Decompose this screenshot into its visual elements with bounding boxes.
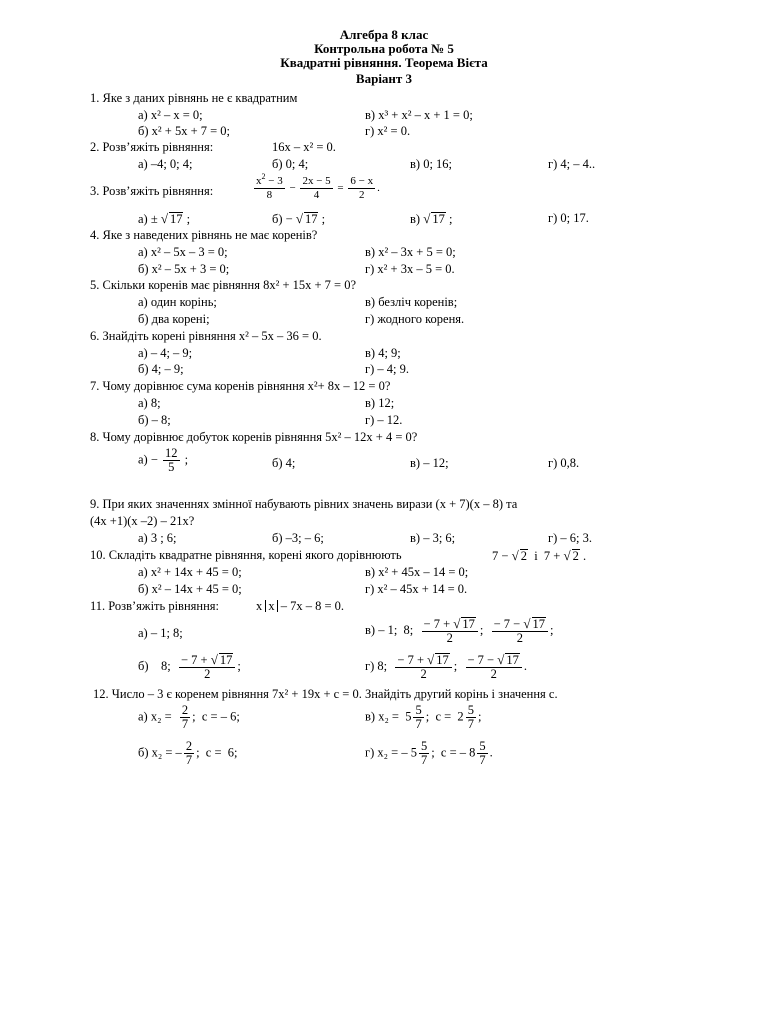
q10-option-g: г) x² – 45x + 14 = 0. [365, 582, 468, 596]
question-3: 3. Розв’яжіть рівняння: [90, 184, 214, 198]
q9-option-g: г) – 6; 3. [548, 531, 593, 545]
question-7: 7. Чому дорівнює сума коренів рівняння x²+ 8x – 12 = 0? [90, 379, 391, 393]
q3-option-b: б) − √ 17 ; [272, 211, 326, 226]
q10-option-a: а) x² + 14x + 45 = 0; [138, 565, 242, 579]
q10-roots: 7 − √ 2 і 7 + √ 2 . [492, 548, 587, 563]
header-subject: Алгебра 8 клас [339, 27, 429, 42]
q9-option-v: в) – 3; 6; [410, 531, 456, 545]
q4-option-b: б) x² – 5x + 3 = 0; [138, 262, 230, 276]
q7-option-a: а) 8; [138, 396, 161, 410]
q3-equation: $\frac{x^2 - 3}{8}$ − $\frac{2x - 5}{4}$ = $\frac{6 - x}{2}$ . [256, 172, 380, 201]
header-test-title: Контрольна робота № 5 [314, 41, 454, 56]
q12-option-a: а) x₂ = $\frac{2}{7}$ ; c = – 6; [138, 703, 240, 731]
q5-option-a: а) один корінь; [138, 295, 217, 309]
q7-option-v: в) 12; [365, 396, 395, 410]
question-1: 1. Яке з даних рівнянь не є квадратним [90, 91, 298, 105]
header-topic: Квадратні рівняння. Теорема Вієта [280, 55, 488, 70]
q7-option-b: б) – 8; [138, 413, 171, 427]
q12-option-g: г) x₂ = – 5 $\frac{5}{7}$ ; c = – 8 $\frac{5}{7}$ . [365, 739, 493, 767]
q9-option-b: б) –3; – 6; [272, 531, 324, 545]
q11-option-v: в) – 1; 8; $\frac{- 7 + √ 17}{2}$ ; $\frac{- 7 - √ 17}{2}$ ; [365, 616, 554, 645]
q9-option-a: а) 3 ; 6; [138, 531, 177, 545]
q8-option-b: б) 4; [272, 456, 296, 470]
question-12: 12. Число – 3 є коренем рівняння 7x² + 19x + c = 0. Знайдіть другий корінь і значення с. [93, 687, 558, 701]
q5-option-g: г) жодного кореня. [365, 312, 465, 326]
question-4: 4. Яке з наведених рівнянь не має коренів? [90, 228, 318, 242]
question-8: 8. Чому дорівнює добуток коренів рівняння 5x² – 12x + 4 = 0? [90, 430, 418, 444]
q7-option-g: г) – 12. [365, 413, 403, 427]
q10-option-b: б) x² – 14x + 45 = 0; [138, 582, 242, 596]
q1-option-v: в) x³ + x² – x + 1 = 0; [365, 108, 473, 122]
question-5: 5. Скільки коренів має рівняння 8x² + 15x + 7 = 0? [90, 278, 357, 292]
q2-equation: 16x – x² = 0. [272, 140, 336, 154]
question-10: 10. Складіть квадратне рівняння, корені якого дорівнюють [90, 548, 402, 562]
q3-option-a: а) ± √ 17 ; [138, 211, 191, 226]
q2-option-b: б) 0; 4; [272, 157, 309, 171]
q3-option-g: г) 0; 17. [548, 211, 589, 225]
q1-option-b: б) x² + 5x + 7 = 0; [138, 124, 231, 138]
q11-option-b: б) 8; $\frac{- 7 + √ 17}{2}$ ; [138, 652, 241, 681]
q5-option-v: в) безліч коренів; [365, 295, 458, 309]
q3-option-v: в) √ 17 ; [410, 211, 453, 226]
header-variant: Варіант 3 [355, 71, 413, 86]
q4-option-a: а) x² – 5x – 3 = 0; [138, 245, 228, 259]
q4-option-v: в) x² – 3x + 5 = 0; [365, 245, 456, 259]
q6-option-b: б) 4; – 9; [138, 362, 184, 376]
q1-option-a: а) x² – x = 0; [138, 108, 203, 122]
q8-option-g: г) 0,8. [548, 456, 580, 470]
q2-option-g: г) 4; – 4.. [548, 157, 596, 171]
question-9-continued: (4x +1)(x –2) – 21x? [90, 514, 195, 528]
q6-option-v: в) 4; 9; [365, 346, 401, 360]
q2-option-v: в) 0; 16; [410, 157, 453, 171]
q2-option-a: а) –4; 0; 4; [138, 157, 193, 171]
q8-option-a: а) − $\frac{12}{5}$ ; [138, 446, 189, 474]
q11-equation: x x – 7x – 8 = 0. [256, 599, 345, 613]
q5-option-b: б) два корені; [138, 312, 210, 326]
question-11: 11. Розв’яжіть рівняння: [90, 599, 219, 613]
q10-option-v: в) x² + 45x – 14 = 0; [365, 565, 469, 579]
q6-option-a: а) – 4; – 9; [138, 346, 193, 360]
q11-option-g: г) 8; $\frac{- 7 + √ 17}{2}$ ; $\frac{- 7 - √ 17}{2}$ . [365, 652, 527, 681]
q11-option-a: а) – 1; 8; [138, 626, 183, 640]
question-6: 6. Знайдіть корені рівняння x² – 5x – 36 = 0. [90, 329, 322, 343]
question-2: 2. Розв’яжіть рівняння: [90, 140, 214, 154]
q6-option-g: г) – 4; 9. [365, 362, 410, 376]
q12-option-v: в) x₂ = 5 $\frac{5}{7}$ ; c = 2 $\frac{5}{7}$ ; [365, 703, 482, 731]
q1-option-g: г) x² = 0. [365, 124, 411, 138]
q8-option-v: в) – 12; [410, 456, 449, 470]
q12-option-b: б) x₂ = – $\frac{2}{7}$ ; c = 6; [138, 739, 238, 767]
q4-option-g: г) x² + 3x – 5 = 0. [365, 262, 455, 276]
question-9: 9. При яких значеннях змінної набувають рівних значень вирази (x + 7)(x – 8) та [90, 497, 518, 511]
